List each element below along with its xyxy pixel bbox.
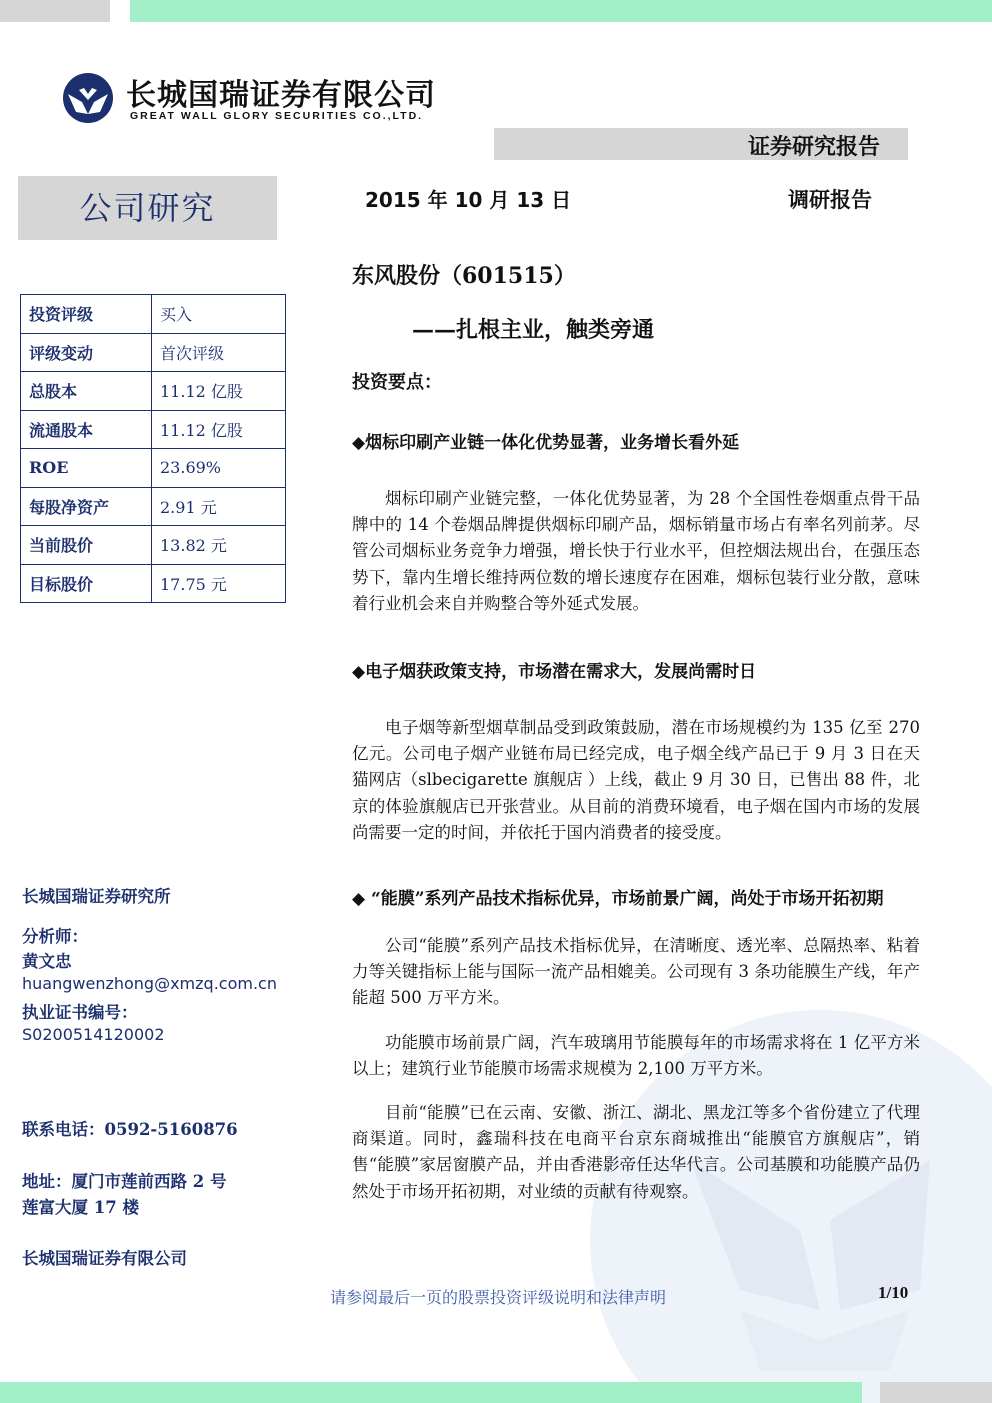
- sidebar-analyst-name: 黄文忠: [22, 952, 72, 971]
- info-key: ROE: [21, 449, 152, 488]
- info-key: 目标股价: [21, 564, 152, 603]
- company-logo-icon: [62, 72, 114, 124]
- info-key: 总股本: [21, 372, 152, 411]
- info-key: 评级变动: [21, 333, 152, 372]
- report-type: 证券研究报告: [748, 134, 881, 160]
- top-gray-bar: [0, 0, 110, 22]
- info-value: 首次评级: [152, 333, 286, 372]
- section-2: [352, 657, 920, 846]
- section-3: [352, 886, 920, 1205]
- report-subtitle: ——扎根主业，触类旁通: [412, 317, 655, 343]
- info-key: 投资评级: [21, 295, 152, 334]
- company-name-cn: 长城国瑞证券有限公司: [126, 78, 436, 113]
- sidebar-institute: 长城国瑞证券研究所: [22, 887, 171, 906]
- sidebar-email[interactable]: huangwenzhong@xmzq.com.cn: [22, 974, 277, 993]
- info-row: [21, 295, 286, 334]
- paragraph: 烟标印刷产业链完整，一体化优势显著，为 28 个全国性卷烟重点骨干品牌中的 14 个卷烟品牌提供烟标印刷产品，烟标销量市场占有率名列前茅。尽管公司烟标业务竞争力增强，增长快于行业水平，但控烟法规出台，在强压态势下，靠内生增长维持两位数的增长速度存在困难，烟标包装行业分散，意味着行业机会来自并购整合等外延式发展。: [352, 489, 920, 613]
- info-row: [21, 372, 286, 411]
- sidebar-cert-label: 执业证书编号：: [22, 1003, 138, 1022]
- info-value: 23.69%: [152, 449, 286, 488]
- report-kind: 调研报告: [788, 187, 872, 212]
- info-row: [21, 526, 286, 565]
- info-value: 11.12 亿股: [152, 410, 286, 449]
- info-value: 13.82 元: [152, 526, 286, 565]
- info-row: [21, 410, 286, 449]
- bottom-gray-bar: [880, 1382, 992, 1403]
- info-value: 11.12 亿股: [152, 372, 286, 411]
- sidebar-address-2: 莲富大厦 17 楼: [22, 1198, 139, 1217]
- sidebar-analyst-label: 分析师：: [22, 927, 88, 946]
- section-heading: ◆烟标印刷产业链一体化优势显著，业务增长看外延: [352, 433, 740, 453]
- paragraph: 目前“能膜”已在云南、安徽、浙江、湖北、黑龙江等多个省份建立了代理商渠道。同时，鑫瑞科技在电商平台京东商城推出“能膜官方旗舰店”，销售“能膜”家居窗膜产品，并由香港影帝任达华代言。公司基膜和功能膜产品仍然处于市场开拓初期，对业绩的贡献有待观察。: [352, 1103, 920, 1201]
- bottom-green-bar: [0, 1382, 862, 1403]
- info-key: 流通股本: [21, 410, 152, 449]
- info-row: [21, 333, 286, 372]
- stock-info-table: [20, 294, 286, 603]
- paragraph: 公司“能膜”系列产品技术指标优异，在清晰度、透光率、总隔热率、粘着力等关键指标上能与国际一流产品相媲美。公司现有 3 条功能膜生产线，年产能超 500 万平方米。: [352, 936, 920, 1008]
- report-title: 东风股份（601515）: [352, 263, 576, 289]
- company-name-en: GREAT WALL GLORY SECURITIES CO.,LTD.: [130, 110, 424, 122]
- paragraph: 电子烟等新型烟草制品受到政策鼓励，潜在市场规模约为 135 亿至 270 亿元。公司电子烟产业链布局已经完成，电子烟全线产品已于 9 月 3 日在天猫网店（slbecigarette 旗舰店 ）上线，截止 9 月 30 日，已售出 88 件，北京的体验旗舰店已开张营业。从目前的消费环境看，电子烟在国内市场的发展尚需要一定的时间，并依托于国内消费者的接受度。: [352, 718, 920, 842]
- points-heading: 投资要点：: [352, 372, 442, 393]
- sidebar-address-1: 地址：厦门市莲前西路 2 号: [22, 1172, 227, 1191]
- top-green-bar: [130, 0, 992, 22]
- section-1: [352, 428, 920, 617]
- sidebar-cert-no: S0200514120002: [22, 1025, 165, 1044]
- footer-disclaimer: 请参阅最后一页的股票投资评级说明和法律声明: [330, 1288, 667, 1307]
- info-value: 买入: [152, 295, 286, 334]
- sidebar-phone: 联系电话：0592-5160876: [22, 1120, 238, 1139]
- info-row: [21, 449, 286, 488]
- section-heading: ◆电子烟获政策支持，市场潜在需求大，发展尚需时日: [352, 662, 757, 682]
- info-key: 每股净资产: [21, 487, 152, 526]
- paragraph: 功能膜市场前景广阔，汽车玻璃用节能膜每年的市场需求将在 1 亿平方米以上；建筑行业节能膜市场需求规模为 2,100 万平方米。: [352, 1032, 920, 1078]
- section-label: 公司研究: [18, 176, 277, 240]
- page-number: 1/10: [878, 1283, 909, 1302]
- info-key: 当前股价: [21, 526, 152, 565]
- section-heading: ◆ “能膜”系列产品技术指标优异，市场前景广阔，尚处于市场开拓初期: [352, 889, 884, 909]
- info-row: [21, 487, 286, 526]
- info-row: [21, 564, 286, 603]
- report-date: 2015 年 10 月 13 日: [365, 188, 572, 212]
- info-value: 17.75 元: [152, 564, 286, 603]
- info-value: 2.91 元: [152, 487, 286, 526]
- sidebar-company: 长城国瑞证券有限公司: [22, 1249, 187, 1268]
